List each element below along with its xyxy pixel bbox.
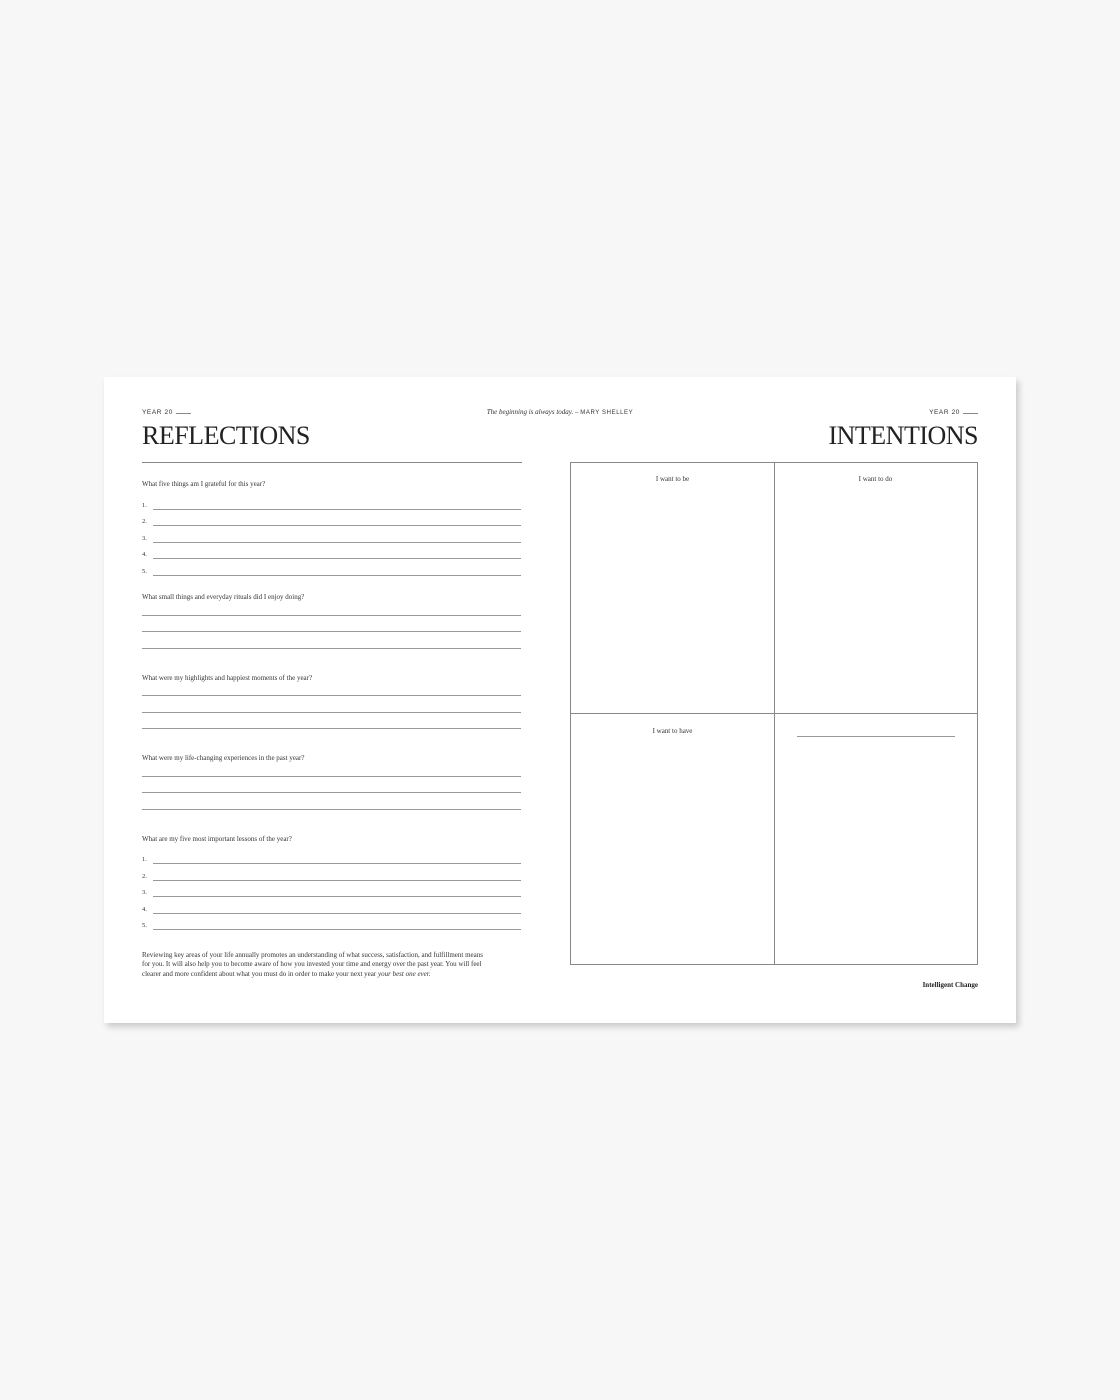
life-changing-line-2[interactable]: [142, 792, 521, 793]
grateful-line-1[interactable]: [142, 500, 522, 510]
journal-page: [104, 377, 1016, 1023]
intentions-title: INTENTIONS: [828, 421, 978, 450]
rituals-line-3[interactable]: [142, 648, 521, 649]
life-changing-line-1[interactable]: [142, 776, 521, 777]
reflections-rule: [142, 462, 522, 463]
line-number: 3.: [142, 535, 147, 542]
line-number: 4.: [142, 906, 147, 913]
brand-logo-text: Intelligent Change: [922, 981, 978, 989]
highlights-line-1[interactable]: [142, 695, 521, 696]
reflections-section: [142, 462, 522, 978]
grateful-line-2[interactable]: [142, 516, 522, 526]
line-number: 1.: [142, 856, 147, 863]
life-changing-line-3[interactable]: [142, 809, 521, 810]
year-left-text: YEAR 20: [142, 409, 173, 416]
writing-line: [153, 929, 521, 930]
custom-cell-title-line[interactable]: [797, 736, 955, 737]
writing-line: [153, 542, 521, 543]
line-number: 2.: [142, 518, 147, 525]
lessons-line-1[interactable]: [142, 854, 522, 864]
lessons-line-4[interactable]: [142, 904, 522, 914]
writing-line: [153, 525, 521, 526]
question-grateful: What five things am I grateful for this year?: [142, 480, 266, 488]
year-right-blank[interactable]: [963, 413, 978, 414]
year-label-right: [929, 409, 978, 416]
rituals-line-2[interactable]: [142, 631, 521, 632]
header-quote: [104, 408, 1016, 416]
grateful-line-4[interactable]: [142, 549, 522, 559]
quote-text: The beginning is always today.: [486, 408, 574, 416]
grateful-line-3[interactable]: [142, 533, 522, 543]
line-number: 5.: [142, 568, 147, 575]
grid-divider-horizontal: [571, 713, 977, 714]
writing-line: [153, 896, 521, 897]
quote-author: MARY SHELLEY: [580, 410, 634, 416]
writing-line: [153, 509, 521, 510]
question-rituals: What small things and everyday rituals did I enjoy doing?: [142, 593, 305, 601]
cell-label-do: I want to do: [858, 475, 893, 483]
reflections-intro: [142, 951, 487, 979]
question-life-changing: What were my life-changing experiences in the past year?: [142, 754, 305, 762]
quote-dash: –: [573, 408, 581, 416]
cell-label-be: I want to be: [655, 475, 690, 483]
highlights-line-2[interactable]: [142, 712, 521, 713]
line-number: 1.: [142, 502, 147, 509]
rituals-line-1[interactable]: [142, 615, 521, 616]
reflections-title: REFLECTIONS: [142, 421, 310, 450]
lessons-line-2[interactable]: [142, 871, 522, 881]
line-number: 2.: [142, 873, 147, 880]
highlights-line-3[interactable]: [142, 728, 521, 729]
lessons-line-5[interactable]: [142, 920, 522, 930]
cell-label-have: I want to have: [652, 727, 693, 735]
intentions-grid: [570, 462, 978, 965]
question-highlights: What were my highlights and happiest moments of the year?: [142, 674, 313, 682]
writing-line: [153, 880, 521, 881]
line-number: 4.: [142, 551, 147, 558]
writing-line: [153, 558, 521, 559]
grateful-line-5[interactable]: [142, 566, 522, 576]
line-number: 3.: [142, 889, 147, 896]
line-number: 5.: [142, 922, 147, 929]
year-right-text: YEAR 20: [929, 409, 960, 416]
lessons-line-3[interactable]: [142, 887, 522, 897]
writing-line: [153, 575, 521, 576]
writing-line: [153, 913, 521, 914]
writing-line: [153, 863, 521, 864]
intro-main-text: Reviewing key areas of your life annually promotes an understanding of what success, satisfaction, and fulfillment means for you. It will also help you to become aware of how you invested your time and energy over the past year. You will feel clearer and more confident about what you must do in order to make your next year: [142, 951, 483, 978]
intro-emphasis-text: your best one ever.: [377, 969, 431, 978]
question-lessons: What are my five most important lessons of the year?: [142, 835, 292, 843]
